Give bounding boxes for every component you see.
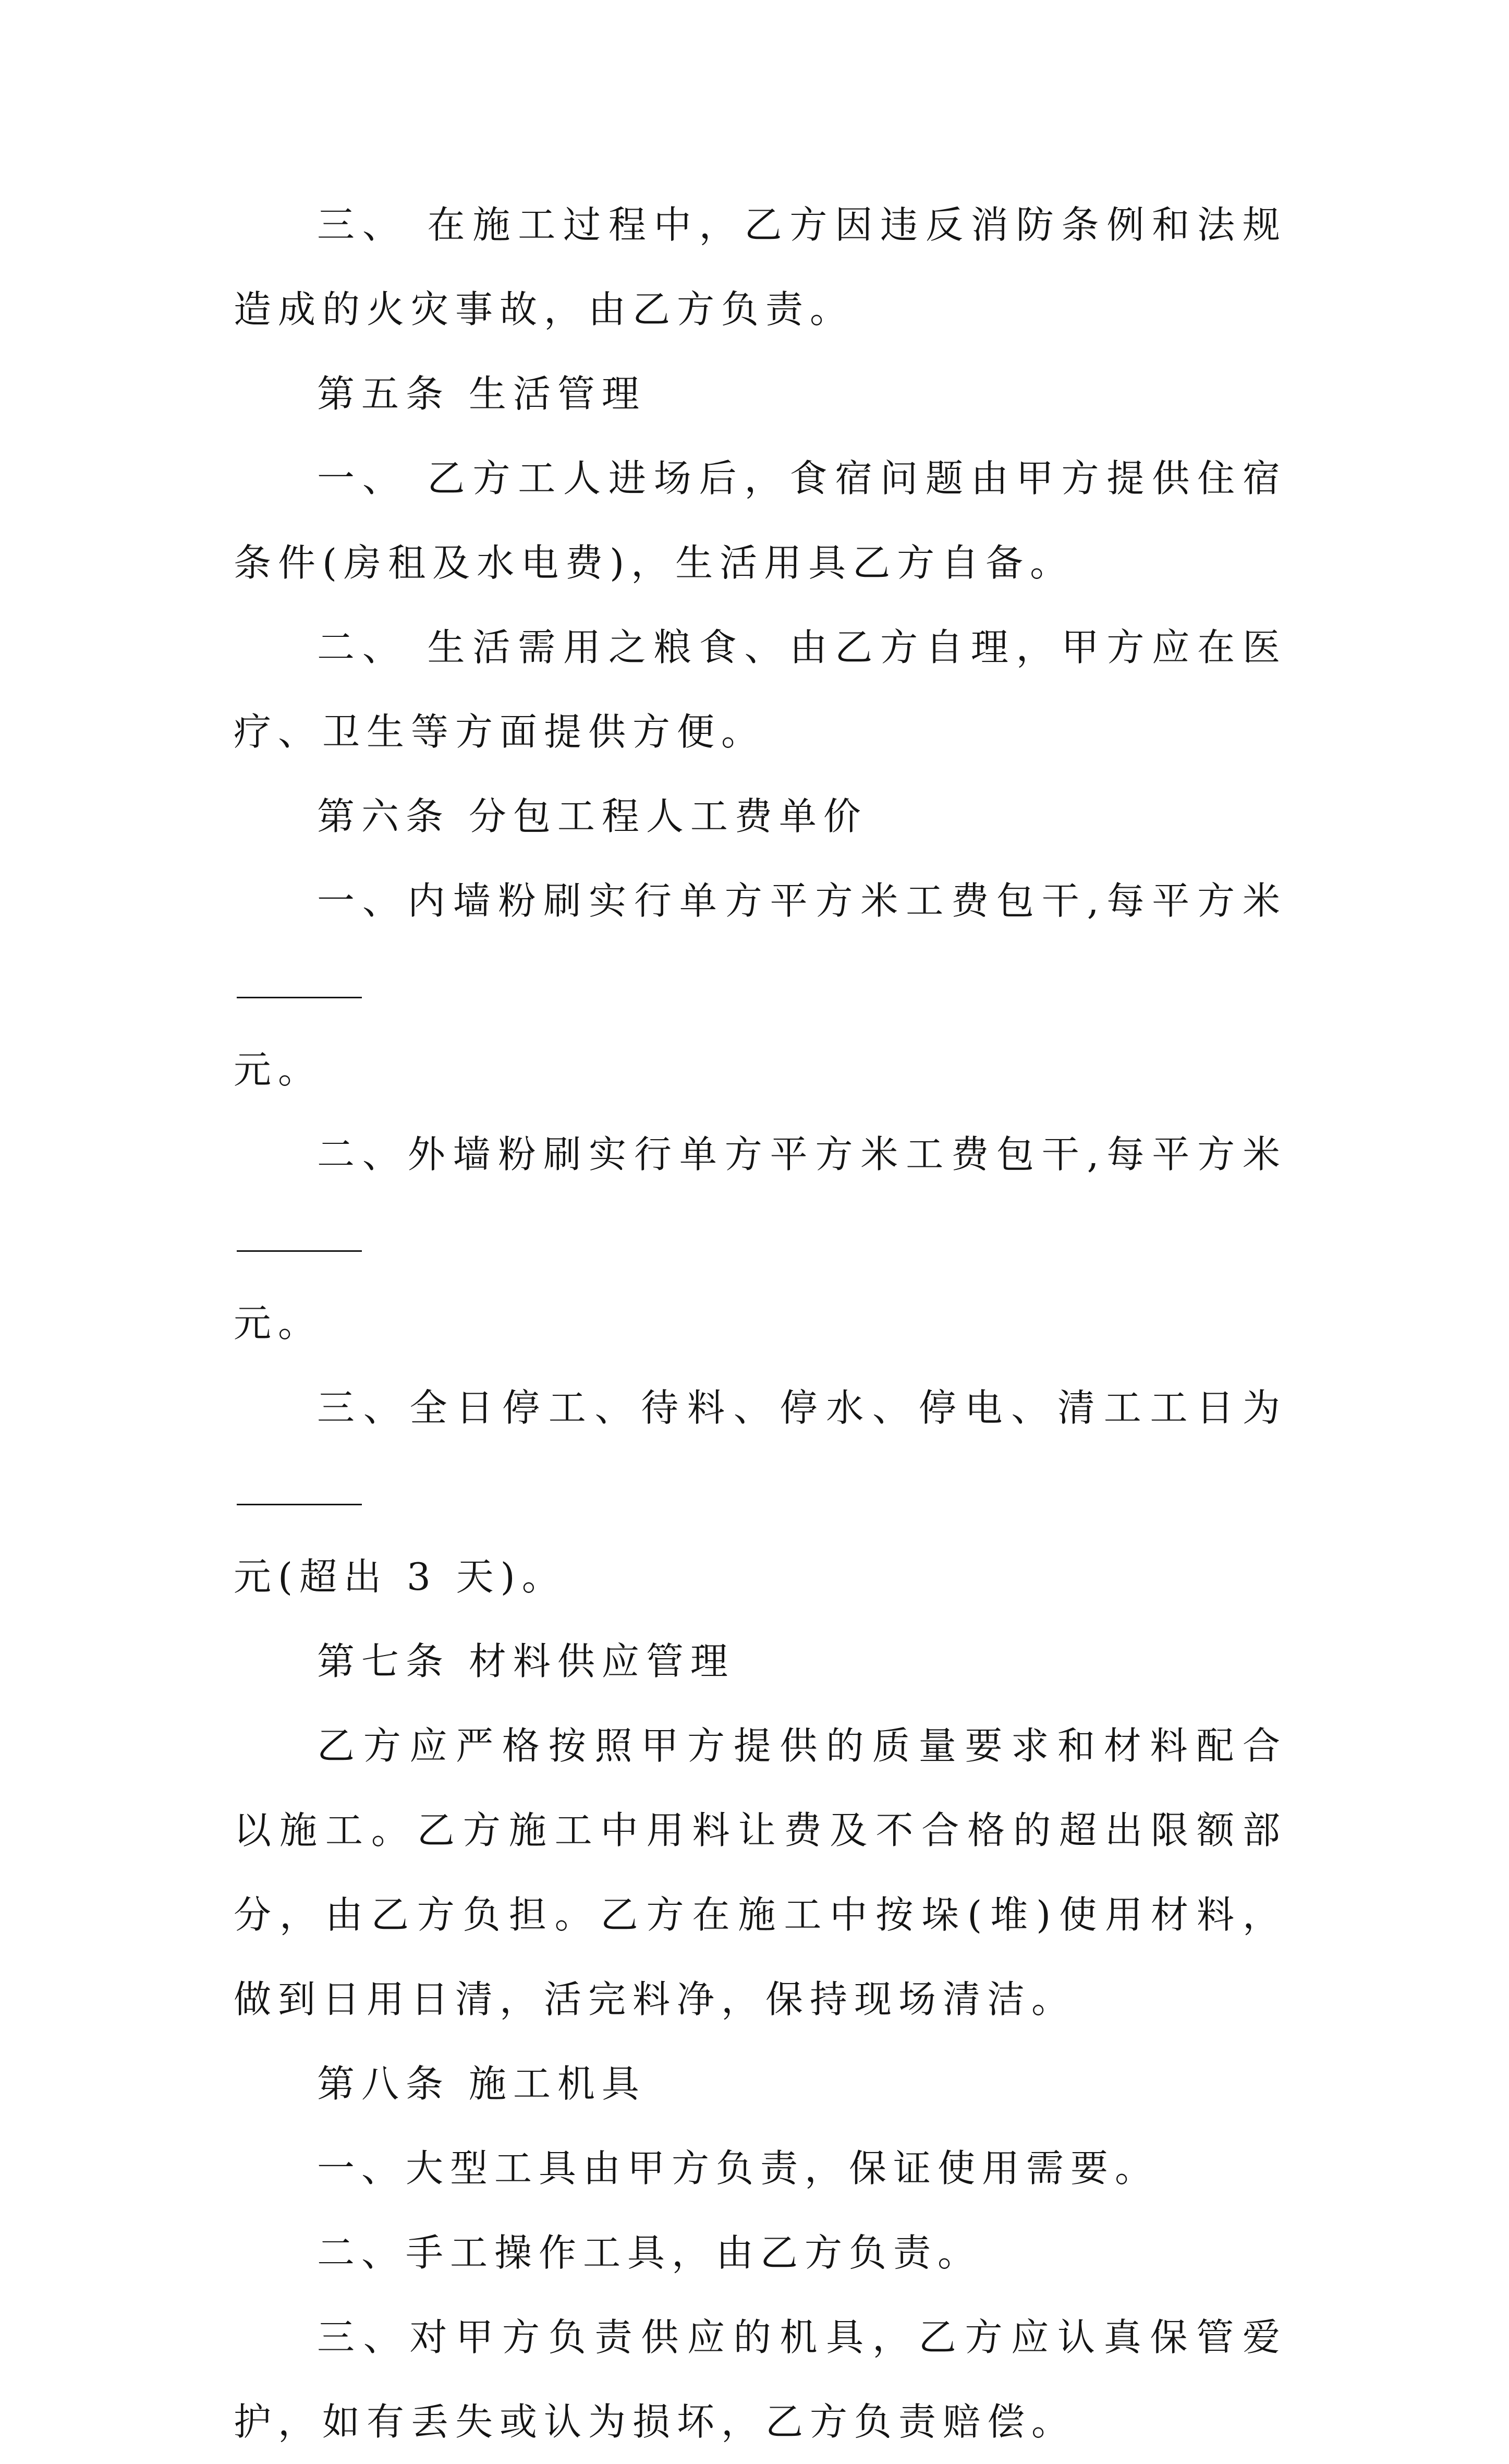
- paragraph-material-supply: 乙方应严格按照甲方提供的质量要求和材料配合以施工。乙方施工中用料让费及不合格的超出限额部分，由乙方负担。乙方在施工中按垛(堆)使用材料，做到日用日清，活完料净，保持现场清洁。: [234, 1724, 1287, 2021]
- interior-rate-text: 一、内墙粉刷实行单方平方米工费包干,每平方米: [317, 879, 1287, 923]
- article-7-heading: 第七条 材料供应管理: [317, 1639, 735, 1683]
- idle-day-rate-text: 三、全日停工、待料、停水、停电、清工工日为: [317, 1386, 1287, 1430]
- article-8-heading: 第八条 施工机具: [317, 2062, 646, 2106]
- interior-rate-blank: [237, 957, 362, 998]
- paragraph-large-tools: 一、大型工具由甲方负责，保证使用需要。: [317, 2146, 1160, 2190]
- document-body: [234, 183, 1287, 2464]
- paragraph-exterior-plastering-rate: [234, 1112, 1287, 1366]
- paragraph-hand-tools: 二、手工操作工具，由乙方负责。: [317, 2231, 982, 2275]
- paragraph-accommodation: 一、 乙方工人进场后，食宿问题由甲方提供住宿条件(房租及水电费)，生活用具乙方自备。: [234, 456, 1287, 585]
- exterior-rate-blank: [237, 1211, 362, 1252]
- paragraph-food-medical: 二、 生活需用之粮食、由乙方自理，甲方应在医疗、卫生等方面提供方便。: [234, 625, 1287, 754]
- interior-rate-unit: 元。: [234, 1048, 323, 1092]
- exterior-rate-unit: 元。: [234, 1301, 323, 1345]
- article-6-heading: 第六条 分包工程人工费单价: [317, 794, 868, 838]
- paragraph-interior-plastering-rate: [234, 859, 1287, 1112]
- idle-day-rate-blank: [237, 1464, 362, 1505]
- paragraph-fire-safety-clause: 三、 在施工过程中，乙方因违反消防条例和法规造成的火灾事故，由乙方负责。: [234, 203, 1287, 331]
- paragraph-idle-day-rate: [234, 1366, 1287, 1619]
- article-5-heading: 第五条 生活管理: [317, 372, 646, 416]
- paragraph-equipment-care: 三、对甲方负责供应的机具，乙方应认真保管爱护，如有丢失或认为损坏，乙方负责赔偿。: [234, 2315, 1287, 2444]
- idle-day-rate-unit: 元(超出 3 天)。: [234, 1555, 566, 1599]
- exterior-rate-text: 二、外墙粉刷实行单方平方米工费包干,每平方米: [317, 1132, 1287, 1176]
